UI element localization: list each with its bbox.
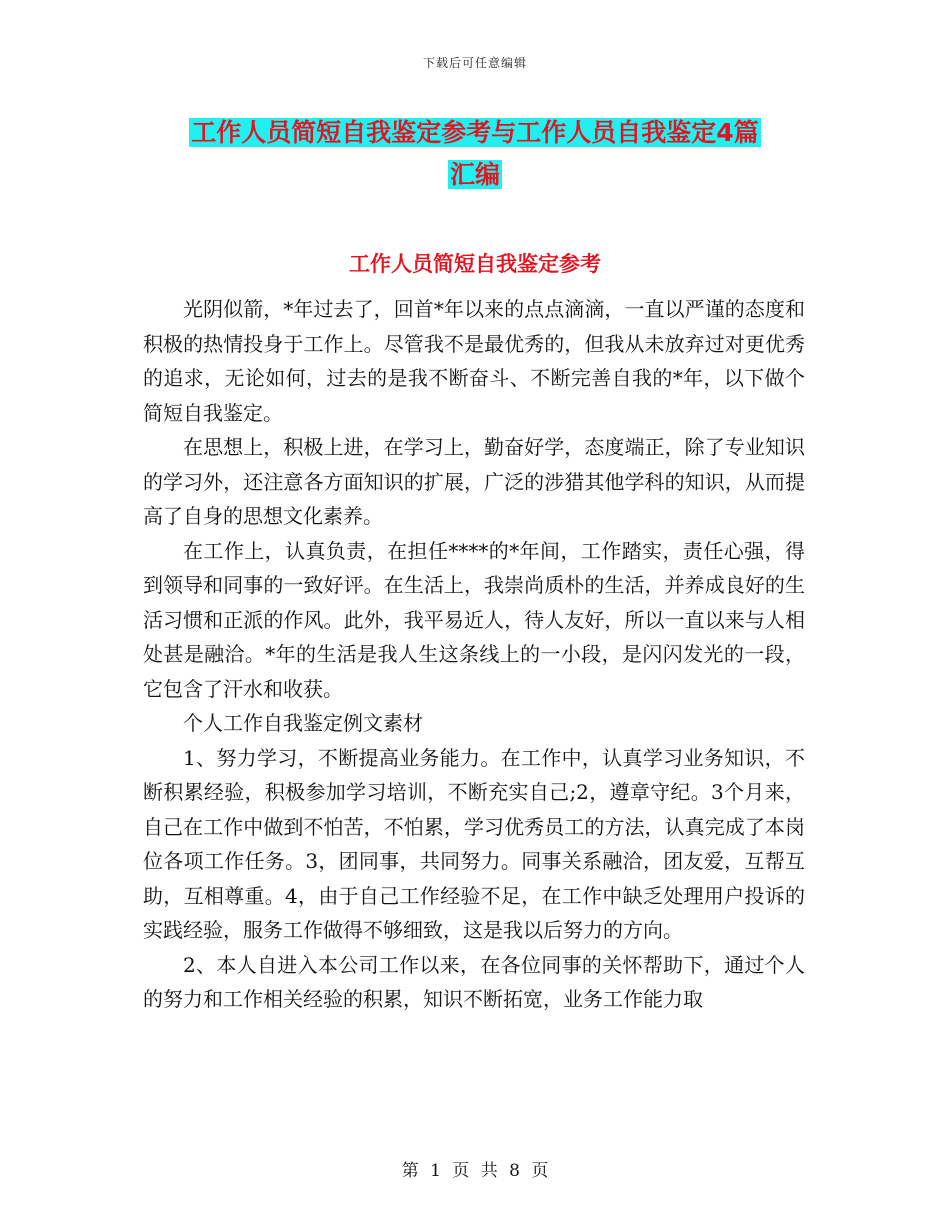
header-note: 下载后可任意编辑 bbox=[422, 56, 527, 70]
title-line-2: 汇编 bbox=[449, 160, 500, 189]
paragraph: 1、努力学习，不断提高业务能力。在工作中，认真学习业务知识，不断积累经验，积极参加学习培训，不断充实自己;2，遵章守纪。3个月来，自己在工作中做到不怕苦，不怕累，学习优秀员工的方法，认真完成了本岗位各项工作任务。3，团同事，共同努力。同事关系融洽，团友爱，互帮互助，互相尊重。4，由于自己工作经验不足，在工作中缺乏处理用户投诉的实践经验，服务工作做得不够细致，这是我以后努力的方向。 bbox=[143, 745, 805, 942]
document-title bbox=[0, 112, 950, 196]
section-title: 工作人员简短自我鉴定参考 bbox=[349, 252, 601, 276]
paragraph: 光阴似箭，*年过去了，回首*年以来的点点滴滴，一直以严谨的态度和积极的热情投身于工作上。尽管我不是最优秀的，但我从未放弃过对更优秀的追求，无论如何，过去的是我不断奋斗、不断完善自我的*年，以下做个简短自我鉴定。 bbox=[143, 297, 805, 425]
page-footer: 第 1 页 共 8 页 bbox=[401, 1161, 549, 1181]
title-line-1: 工作人员简短自我鉴定参考与工作人员自我鉴定4篇 bbox=[191, 118, 759, 147]
paragraph: 在思想上，积极上进，在学习上，勤奋好学，态度端正，除了专业知识的学习外，还注意各方面知识的扩展，广泛的涉猎其他学科的知识，从而提高了自身的思想文化素养。 bbox=[143, 435, 805, 528]
document-body bbox=[143, 292, 805, 1017]
paragraph: 在工作上，认真负责，在担任****的*年间，工作踏实，责任心强，得到领导和同事的一致好评。在生活上，我崇尚质朴的生活，并养成良好的生活习惯和正派的作风。此外，我平易近人，待人友好，所以一直以来与人相处甚是融洽。*年的生活是我人生这条线上的一小段，是闪闪发光的一段，它包含了汗水和收获。 bbox=[143, 538, 805, 701]
paragraph: 2、本人自进入本公司工作以来，在各位同事的关怀帮助下，通过个人的努力和工作相关经验的积累，知识不断拓宽，业务工作能力取 bbox=[143, 952, 805, 1011]
paragraph: 个人工作自我鉴定例文素材 bbox=[183, 711, 423, 735]
